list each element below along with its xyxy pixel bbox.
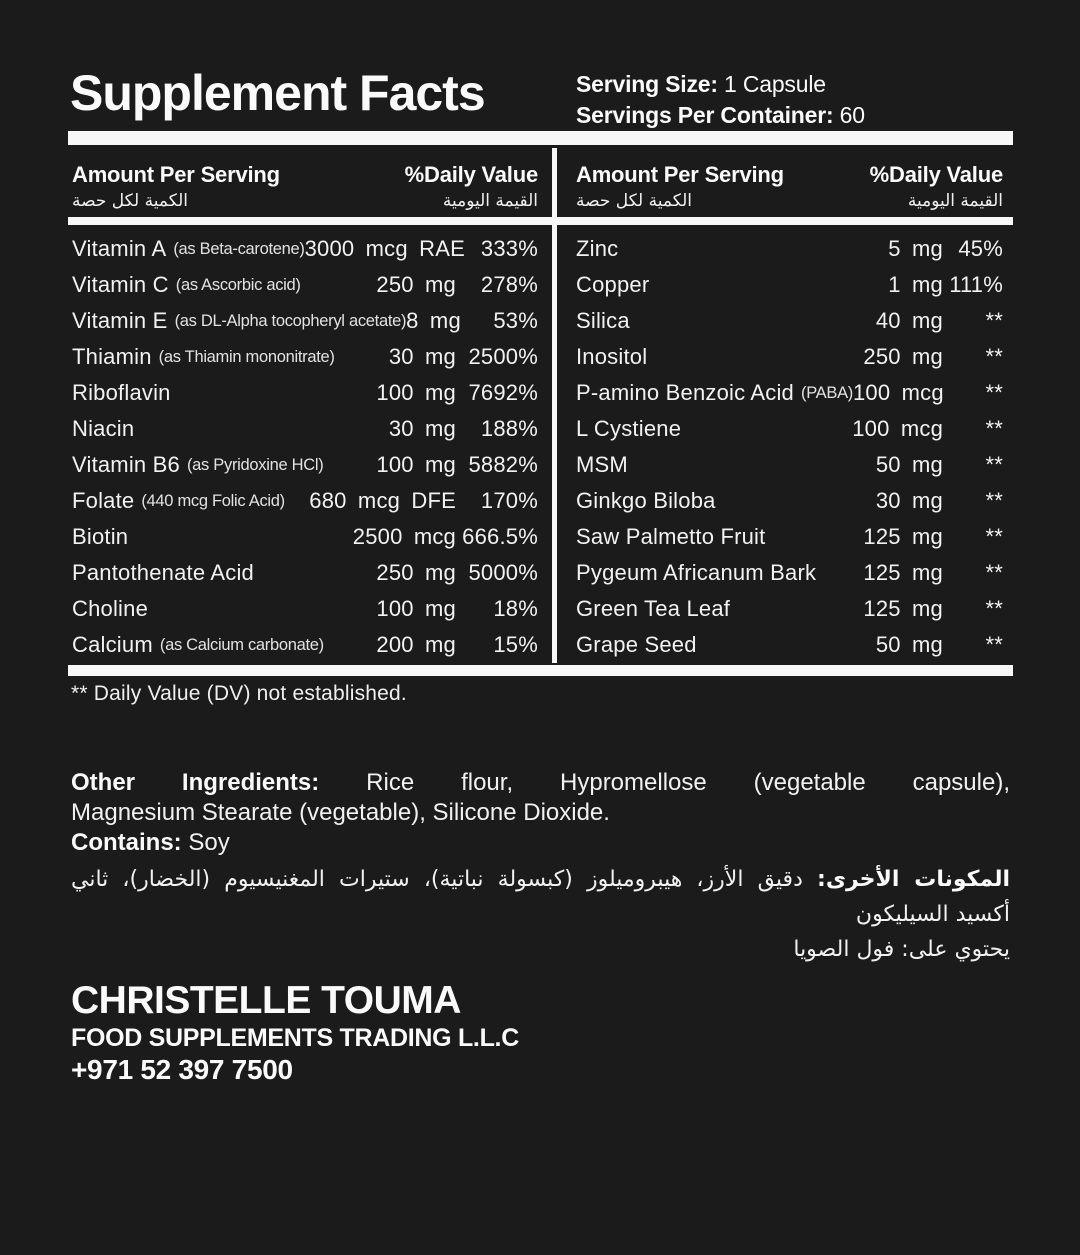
nutrient-name: Thiamin	[72, 344, 152, 369]
arabic-ingredients-line2: أكسيد السيليكون	[855, 902, 1010, 927]
nutrient-rows-right	[557, 225, 1013, 663]
facts-column-left	[68, 148, 552, 663]
nutrient-daily-value: 5000%	[468, 560, 538, 585]
serving-size-label: Serving Size:	[576, 71, 718, 97]
nutrient-daily-value: 7692%	[468, 380, 538, 405]
other-ingredients-section	[71, 768, 1010, 858]
daily-value-label-arabic: القيمة اليومية	[442, 191, 538, 211]
nutrient-amount: 100 mg	[376, 380, 456, 405]
nutrient-amount: 8 mg	[406, 308, 461, 333]
serving-size-value: 1 Capsule	[724, 71, 826, 97]
table-row	[557, 375, 1013, 411]
nutrient-name: Choline	[72, 596, 149, 621]
contains-value: Soy	[188, 829, 230, 856]
nutrient-amount: 125 mg	[863, 560, 943, 585]
nutrient-amount: 5 mg	[888, 236, 943, 261]
company-block	[71, 980, 519, 1086]
nutrient-daily-value: 2500%	[468, 344, 538, 369]
table-row	[557, 555, 1013, 591]
nutrient-amount: 100 mcg	[852, 416, 943, 441]
nutrient-note: (as Pyridoxine HCl)	[186, 455, 324, 474]
daily-value-label: %Daily Value	[404, 162, 538, 187]
nutrient-name: Saw Palmetto Fruit	[576, 524, 766, 549]
nutrient-daily-value: 170%	[480, 488, 538, 513]
nutrient-name: Green Tea Leaf	[576, 596, 731, 621]
nutrient-name: Inositol	[576, 344, 648, 369]
table-row	[557, 411, 1013, 447]
nutrient-daily-value: 333%	[480, 236, 538, 261]
nutrient-amount: 250 mg	[376, 560, 456, 585]
table-row	[557, 447, 1013, 483]
nutrient-amount: 50 mg	[875, 452, 943, 477]
nutrient-daily-value: 15%	[493, 632, 538, 657]
nutrient-daily-value: **	[985, 488, 1003, 513]
nutrient-name: Vitamin A	[72, 236, 167, 261]
table-row	[68, 375, 552, 411]
header-thick-bar	[68, 131, 1013, 145]
servings-per-container-label: Servings Per Container:	[576, 102, 834, 128]
serving-size-line	[576, 69, 865, 100]
nutrient-daily-value: **	[985, 308, 1003, 333]
nutrient-daily-value: **	[985, 380, 1003, 405]
nutrient-name: Biotin	[72, 524, 129, 549]
company-phone: +971 52 397 7500	[71, 1054, 293, 1085]
arabic-ingredients-text1: دقيق الأرز، هيبروميلوز (كبسولة نباتية)، ستيرات المغنيسيوم (الخضار)، ثاني	[71, 867, 803, 892]
nutrient-name: L Cystiene	[576, 416, 682, 441]
nutrient-name: Niacin	[72, 416, 135, 441]
amount-per-serving-label: Amount Per Serving	[72, 162, 280, 187]
facts-column-right	[557, 148, 1013, 663]
nutrient-name: Vitamin E	[72, 308, 168, 333]
nutrient-daily-value: **	[985, 344, 1003, 369]
servings-per-container-line	[576, 100, 865, 131]
header-underline-bar	[557, 217, 1013, 225]
nutrient-name: Pygeum Africanum Bark	[576, 560, 817, 585]
header-underline-bar	[68, 217, 552, 225]
table-row	[557, 231, 1013, 267]
contains-label: Contains:	[71, 829, 182, 856]
nutrient-daily-value: **	[985, 416, 1003, 441]
nutrient-daily-value: **	[985, 452, 1003, 477]
nutrient-daily-value: **	[985, 524, 1003, 549]
nutrient-name: Copper	[576, 272, 650, 297]
company-name: CHRISTELLE TOUMA	[71, 979, 461, 1022]
daily-value-label: %Daily Value	[869, 162, 1003, 187]
nutrient-daily-value: **	[985, 632, 1003, 657]
nutrient-daily-value: 5882%	[468, 452, 538, 477]
nutrient-name: Riboflavin	[72, 380, 171, 405]
table-row	[68, 483, 552, 519]
nutrient-name: Zinc	[576, 236, 619, 261]
nutrient-name: Ginkgo Biloba	[576, 488, 716, 513]
table-row	[557, 591, 1013, 627]
nutrient-daily-value: 278%	[480, 272, 538, 297]
table-row	[68, 519, 552, 555]
company-subtitle: FOOD SUPPLEMENTS TRADING L.L.C	[71, 1024, 519, 1052]
nutrient-name: Calcium	[72, 632, 153, 657]
other-ingredients-arabic-section	[71, 862, 1010, 967]
servings-per-container-value: 60	[839, 102, 865, 128]
nutrient-amount: 30 mg	[875, 488, 943, 513]
nutrient-note: (as Thiamin mononitrate)	[158, 347, 335, 366]
nutrient-daily-value: 18%	[493, 596, 538, 621]
table-row	[557, 267, 1013, 303]
nutrient-amount: 100 mg	[376, 452, 456, 477]
nutrient-name: Pantothenate Acid	[72, 560, 254, 585]
nutrient-amount: 1 mg	[888, 272, 943, 297]
table-row	[68, 447, 552, 483]
serving-info	[576, 69, 865, 131]
table-row	[68, 231, 552, 267]
nutrient-note: (as DL-Alpha tocopheryl acetate)	[174, 311, 407, 330]
contains-line	[71, 828, 1010, 858]
table-row	[557, 627, 1013, 663]
facts-table	[68, 148, 1013, 663]
amount-per-serving-label: Amount Per Serving	[576, 162, 784, 187]
nutrient-name: Grape Seed	[576, 632, 697, 657]
nutrient-amount: 125 mg	[863, 524, 943, 549]
label-title: Supplement Facts	[70, 65, 485, 121]
nutrient-amount: 680 mcg DFE	[309, 488, 456, 513]
nutrient-note: (as Ascorbic acid)	[175, 275, 301, 294]
table-row	[557, 303, 1013, 339]
table-row	[68, 555, 552, 591]
amount-per-serving-label-arabic: الكمية لكل حصة	[72, 191, 188, 211]
nutrient-note: (PABA)	[801, 383, 853, 402]
table-row	[557, 483, 1013, 519]
amount-per-serving-header	[72, 162, 280, 212]
arabic-ingredients-line1	[71, 862, 1010, 897]
nutrient-amount: 3000 mcg RAE	[304, 236, 465, 261]
table-row	[68, 411, 552, 447]
nutrient-amount: 30 mg	[388, 344, 456, 369]
nutrient-note: (440 mcg Folic Acid)	[141, 491, 285, 510]
table-row	[68, 267, 552, 303]
other-ingredients-text1: Rice flour, Hypromellose (vegetable capsule),	[366, 769, 1010, 796]
daily-value-footnote: ** Daily Value (DV) not established.	[71, 682, 407, 705]
nutrient-amount: 250 mg	[863, 344, 943, 369]
nutrient-amount: 40 mg	[875, 308, 943, 333]
daily-value-label-arabic: القيمة اليومية	[907, 191, 1003, 211]
other-ingredients-label: Other Ingredients:	[71, 769, 320, 796]
nutrient-rows-left	[68, 225, 552, 663]
table-row	[68, 339, 552, 375]
column-header-right	[557, 148, 1013, 212]
nutrient-name: Vitamin B6	[72, 452, 180, 477]
nutrient-daily-value: 666.5%	[462, 524, 538, 549]
nutrient-amount: 100 mg	[376, 596, 456, 621]
nutrient-amount: 250 mg	[376, 272, 456, 297]
table-row	[557, 339, 1013, 375]
other-ingredients-line2: Magnesium Stearate (vegetable), Silicone Dioxide.	[71, 799, 610, 826]
nutrient-daily-value: 188%	[480, 416, 538, 441]
other-ingredients-line1	[71, 768, 1010, 798]
nutrient-daily-value: 53%	[493, 308, 538, 333]
table-row	[557, 519, 1013, 555]
column-header-left	[68, 148, 552, 212]
nutrient-amount: 125 mg	[863, 596, 943, 621]
nutrient-note: (as Beta-carotene)	[173, 239, 305, 258]
daily-value-header	[405, 162, 538, 212]
table-bottom-bar	[68, 665, 1013, 676]
arabic-contains-line: يحتوي على: فول الصويا	[793, 937, 1010, 962]
nutrient-daily-value: **	[985, 596, 1003, 621]
amount-per-serving-label-arabic: الكمية لكل حصة	[576, 191, 692, 211]
nutrient-name: Folate	[72, 488, 135, 513]
nutrient-name: P-amino Benzoic Acid	[576, 380, 794, 405]
amount-per-serving-header	[576, 162, 784, 212]
nutrient-daily-value: **	[985, 560, 1003, 585]
arabic-ingredients-label: المكونات الأخرى:	[817, 867, 1010, 892]
nutrient-amount: 100 mcg	[853, 380, 944, 405]
nutrient-amount: 30 mg	[388, 416, 456, 441]
table-row	[68, 303, 552, 339]
nutrient-note: (as Calcium carbonate)	[159, 635, 324, 654]
nutrient-amount: 2500 mcg	[352, 524, 456, 549]
table-row	[68, 591, 552, 627]
nutrient-name: MSM	[576, 452, 628, 477]
nutrient-daily-value: 111%	[949, 272, 1003, 297]
nutrient-name: Silica	[576, 308, 630, 333]
nutrient-daily-value: 45%	[958, 236, 1003, 261]
table-row	[68, 627, 552, 663]
nutrient-amount: 200 mg	[376, 632, 456, 657]
nutrient-amount: 50 mg	[875, 632, 943, 657]
nutrient-name: Vitamin C	[72, 272, 169, 297]
daily-value-header	[870, 162, 1003, 212]
